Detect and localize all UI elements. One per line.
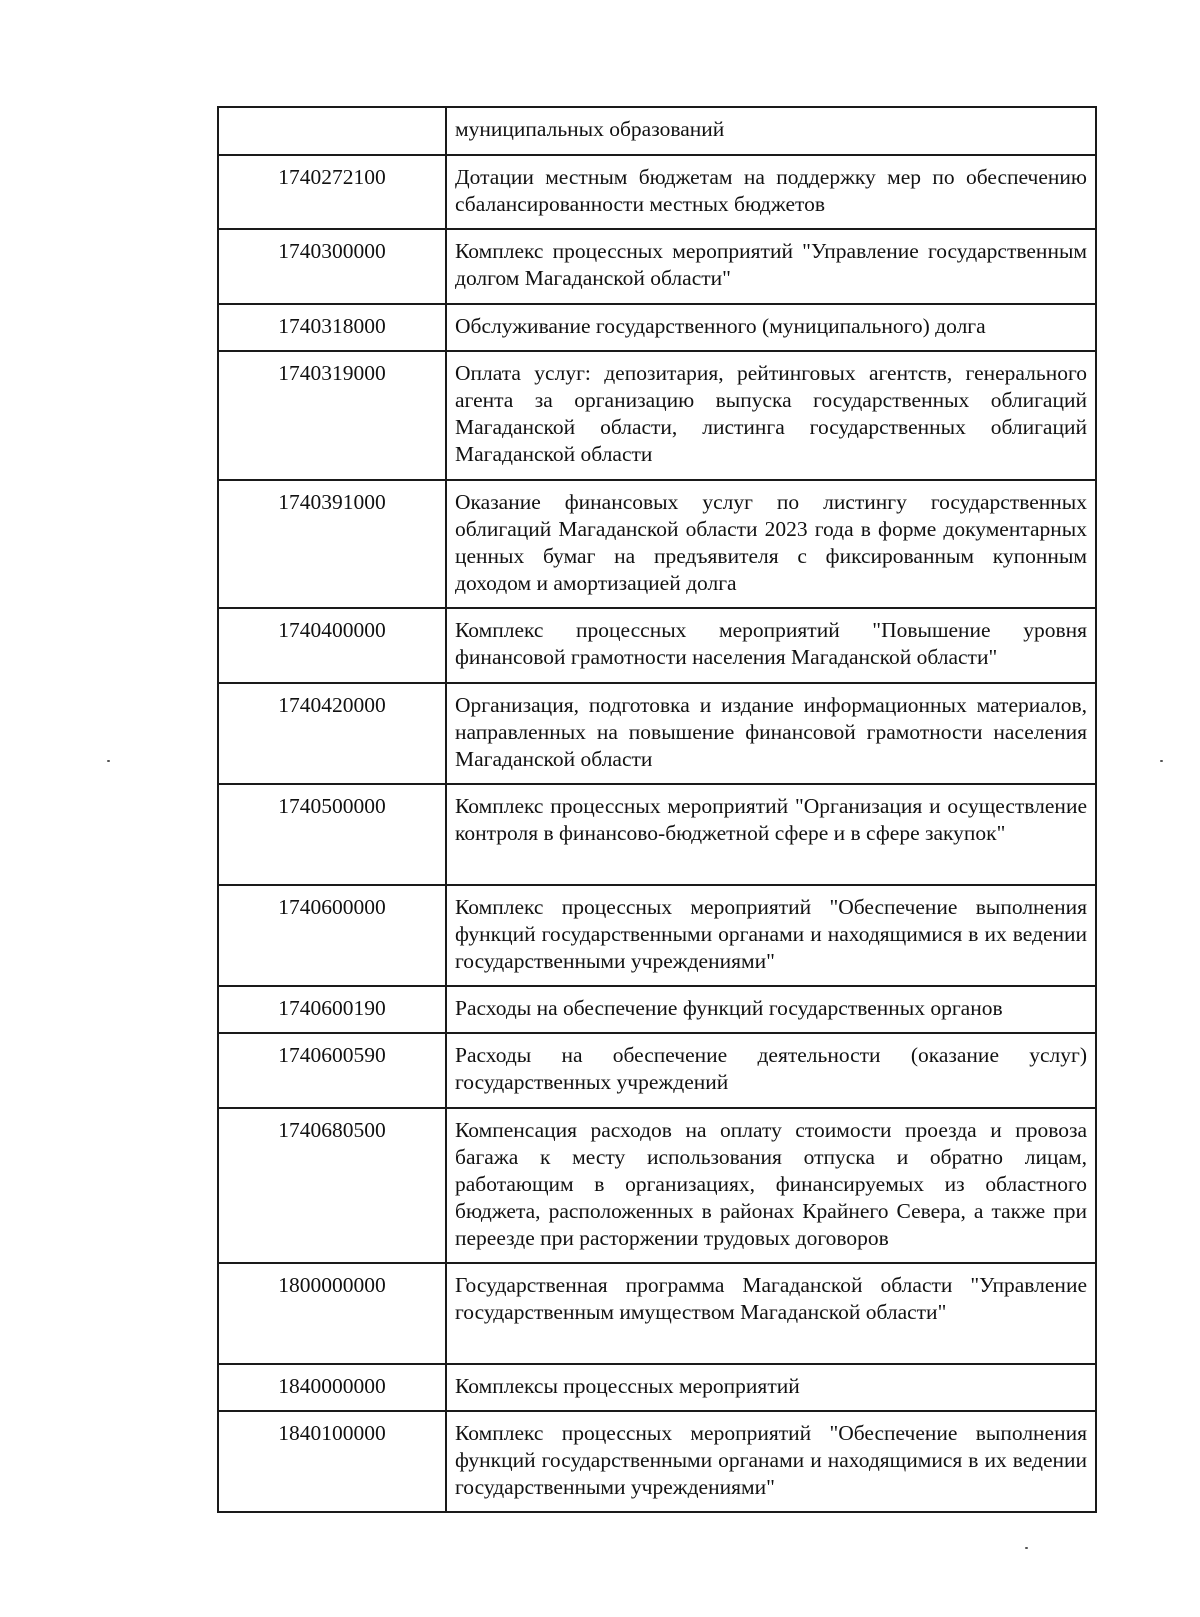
table-row: [218, 1411, 1096, 1512]
code-cell: 1740272100: [218, 155, 446, 229]
table-row: [218, 608, 1096, 683]
table-row: [218, 229, 1096, 304]
budget-codes-table: [217, 106, 1097, 1513]
table-row: [218, 351, 1096, 480]
description-cell: Комплекс процессных мероприятий "Обеспечение выполнения функций государственными органами и находящимися в их ведении государственными учреждениями": [446, 885, 1096, 986]
description-cell: Комплексы процессных мероприятий: [446, 1364, 1096, 1411]
code-cell: [218, 107, 446, 155]
description-cell: муниципальных образований: [446, 107, 1096, 155]
table-row: [218, 683, 1096, 784]
table-row: [218, 1263, 1096, 1364]
description-cell: Расходы на обеспечение деятельности (оказание услуг) государственных учреждений: [446, 1033, 1096, 1108]
scan-speck: [1160, 760, 1163, 762]
description-cell: Комплекс процессных мероприятий "Обеспечение выполнения функций государственными органами и находящимися в их ведении государственными учреждениями": [446, 1411, 1096, 1512]
code-cell: 1740600190: [218, 986, 446, 1033]
description-cell: Дотации местным бюджетам на поддержку мер по обеспечению сбалансированности местных бюджетов: [446, 155, 1096, 229]
table-row: [218, 1033, 1096, 1108]
code-cell: 1740680500: [218, 1108, 446, 1263]
code-cell: 1740400000: [218, 608, 446, 683]
code-cell: 1840100000: [218, 1411, 446, 1512]
table-row: [218, 155, 1096, 229]
table-row: [218, 1108, 1096, 1263]
description-cell: Комплекс процессных мероприятий "Организация и осуществление контроля в финансово-бюджетной сфере и в сфере закупок": [446, 784, 1096, 885]
description-cell: Обслуживание государственного (муниципального) долга: [446, 304, 1096, 351]
table-row: [218, 885, 1096, 986]
code-cell: 1740600000: [218, 885, 446, 986]
description-cell: Организация, подготовка и издание информационных материалов, направленных на повышение финансовой грамотности населения Магаданской области: [446, 683, 1096, 784]
table-row: [218, 986, 1096, 1033]
table-row: [218, 1364, 1096, 1411]
code-cell: 1840000000: [218, 1364, 446, 1411]
code-cell: 1740318000: [218, 304, 446, 351]
description-cell: Оказание финансовых услуг по листингу государственных облигаций Магаданской области 2023 года в форме документарных ценных бумаг на предъявителя с фиксированным купонным доходом и амортизацией долга: [446, 480, 1096, 608]
table-row: [218, 107, 1096, 155]
description-cell: Комплекс процессных мероприятий "Управление государственным долгом Магаданской области": [446, 229, 1096, 304]
code-cell: 1740391000: [218, 480, 446, 608]
code-cell: 1740500000: [218, 784, 446, 885]
code-cell: 1740420000: [218, 683, 446, 784]
table-row: [218, 304, 1096, 351]
scan-speck: [107, 760, 110, 762]
scan-speck: [1025, 1547, 1028, 1549]
code-cell: 1740319000: [218, 351, 446, 480]
description-cell: Компенсация расходов на оплату стоимости проезда и провоза багажа к месту использования отпуска и обратно лицам, работающим в организациях, финансируемых из областного бюджета, расположенных в районах Крайнего Севера, а также при переезде при расторжении трудовых договоров: [446, 1108, 1096, 1263]
table-row: [218, 480, 1096, 608]
description-cell: Комплекс процессных мероприятий "Повышение уровня финансовой грамотности населения Магаданской области": [446, 608, 1096, 683]
description-cell: Расходы на обеспечение функций государственных органов: [446, 986, 1096, 1033]
code-cell: 1800000000: [218, 1263, 446, 1364]
description-cell: Государственная программа Магаданской области "Управление государственным имуществом Магаданской области": [446, 1263, 1096, 1364]
table-row: [218, 784, 1096, 885]
code-cell: 1740300000: [218, 229, 446, 304]
code-cell: 1740600590: [218, 1033, 446, 1108]
description-cell: Оплата услуг: депозитария, рейтинговых агентств, генерального агента за организацию выпуска государственных облигаций Магаданской области, листинга государственных облигаций Магаданской области: [446, 351, 1096, 480]
